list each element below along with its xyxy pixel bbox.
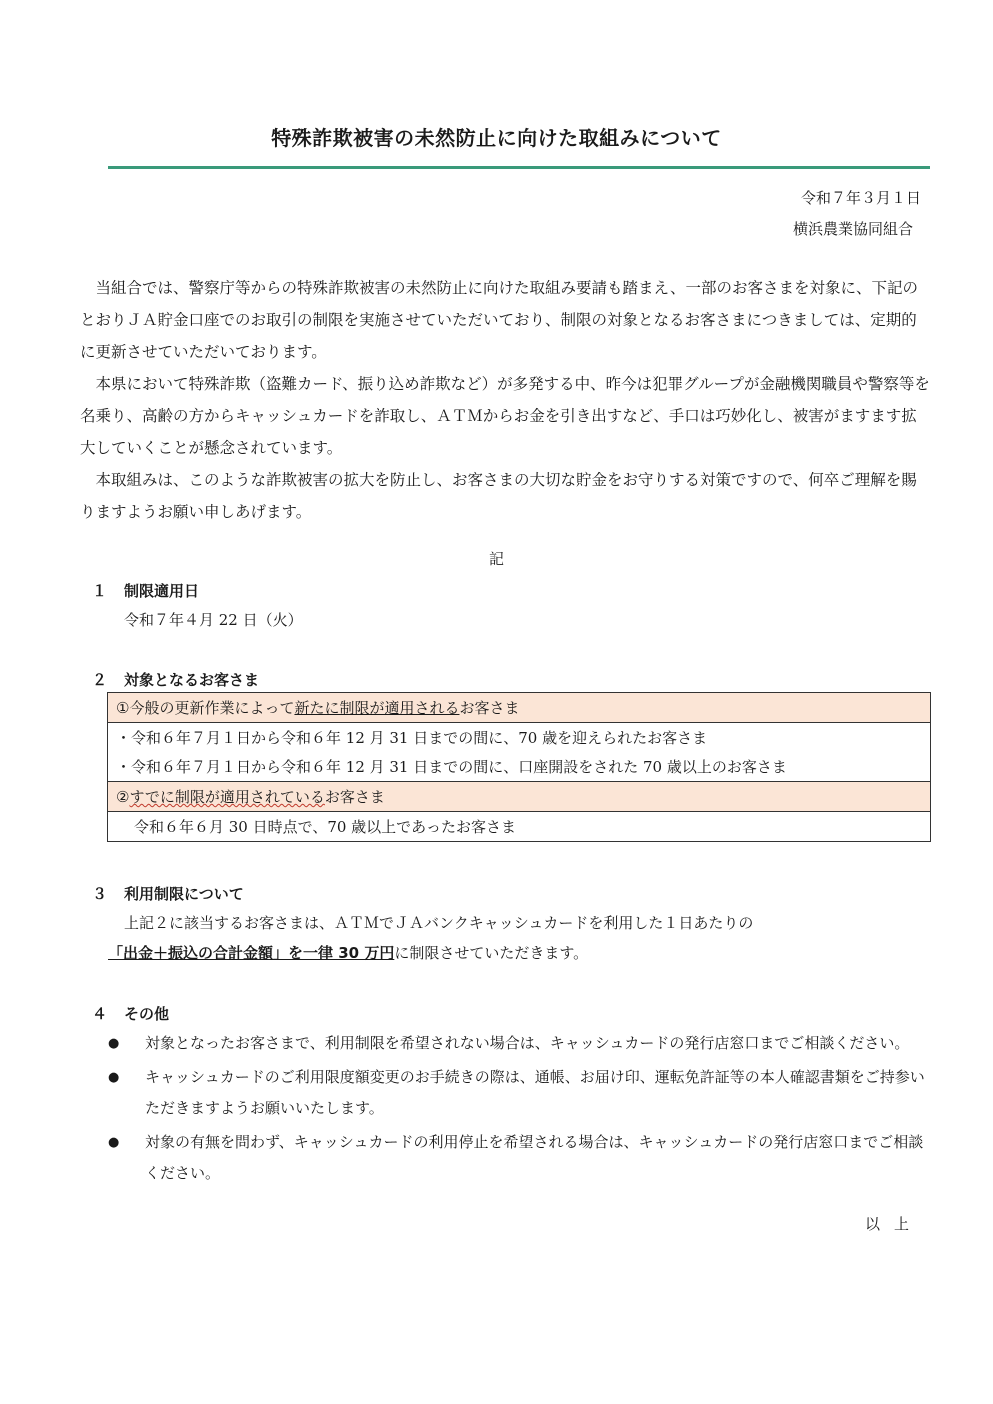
intro-paragraph-2: 本県において特殊詐欺（盗難カード、振り込め詐欺など）が多発する中、昨今は犯罪グループが金融機関職員や警察等を名乗り、高齢の方からキャッシュカードを詐取し、ＡＴＭからお金を引き出すなど、手口は巧妙化し、被害がますます拡大していくことが懸念されています。 xyxy=(80,375,930,457)
bullet-icon: ● xyxy=(108,1036,120,1051)
section-1-heading: １ 制限適用日 xyxy=(92,582,200,600)
section-1-body: 令和７年４月 22 日（火） xyxy=(124,611,303,629)
intro-paragraph-3: 本取組みは、このような詐欺被害の拡大を防止し、お客さまの大切な貯金をお守りする対策ですので、何卒ご理解を賜りますようお願い申しあげます。 xyxy=(80,471,917,521)
group-1-item-1: ・令和６年７月１日から令和６年 12 月 31 日までの間に、70 歳を迎えられたお客さま xyxy=(108,723,931,753)
table-row xyxy=(108,723,931,753)
table-row xyxy=(108,812,931,842)
section-3-line-2: 「出金＋振込の合計金額」を一律 30 万円に制限させていただきます。 xyxy=(108,944,589,962)
target-customers-table xyxy=(107,692,931,842)
group-2-header: ②すでに制限が適用されているお客さま xyxy=(108,782,931,812)
page-title: 特殊詐欺被害の未然防止に向けた取組みについて xyxy=(271,126,722,150)
section-2-heading: ２ 対象となるお客さま xyxy=(92,671,260,689)
issue-date: 令和７年３月１日 xyxy=(800,189,921,207)
list-item: ● キャッシュカードのご利用限度額変更のお手続きの際は、通帳、お届け印、運転免許証等の本人確認書類をご持参いただきますようお願いいたします。 xyxy=(108,1062,930,1124)
group-1-item-2: ・令和６年７月１日から令和６年 12 月 31 日までの間に、口座開設をされた 70 歳以上のお客さま xyxy=(108,752,931,782)
title-divider xyxy=(108,166,930,169)
section-4-heading: ４ その他 xyxy=(92,1005,170,1023)
list-item: ● 対象の有無を問わず、キャッシュカードの利用停止を希望される場合は、キャッシュカードの発行店窓口までご相談ください。 xyxy=(108,1127,930,1189)
list-item: ● 対象となったお客さまで、利用制限を希望されない場合は、キャッシュカードの発行店窓口までご相談ください。 xyxy=(108,1028,930,1059)
table-row xyxy=(108,693,931,723)
table-row xyxy=(108,782,931,812)
section-3-heading: ３ 利用制限について xyxy=(92,885,244,903)
other-notes-list xyxy=(108,1028,930,1192)
table-row xyxy=(108,752,931,782)
organization-name: 横浜農業協同組合 xyxy=(792,220,913,238)
group-2-item-1: 令和６年６月 30 日時点で、70 歳以上であったお客さま xyxy=(108,812,931,842)
ki-marker: 記 xyxy=(488,550,504,568)
group-1-header: ①今般の更新作業によって新たに制限が適用されるお客さま xyxy=(108,693,931,723)
intro-paragraph-1: 当組合では、警察庁等からの特殊詐欺被害の未然防止に向けた取組み要請も踏まえ、一部のお客さまを対象に、下記のとおりＪＡ貯金口座でのお取引の制限を実施させていただいており、制限の対象となるお客さまにつきましては、定期的に更新させていただいております。 xyxy=(80,279,918,361)
intro-text xyxy=(80,272,930,528)
bullet-icon: ● xyxy=(108,1135,120,1150)
section-3-line-1: 上記２に該当するお客さまは、ＡＴＭでＪＡバンクキャッシュカードを利用した１日あたりの xyxy=(124,914,754,932)
limit-amount-highlight: 「出金＋振込の合計金額」を一律 30 万円 xyxy=(108,944,395,962)
bullet-icon: ● xyxy=(108,1070,120,1085)
closing-remark: 以上 xyxy=(864,1215,923,1233)
